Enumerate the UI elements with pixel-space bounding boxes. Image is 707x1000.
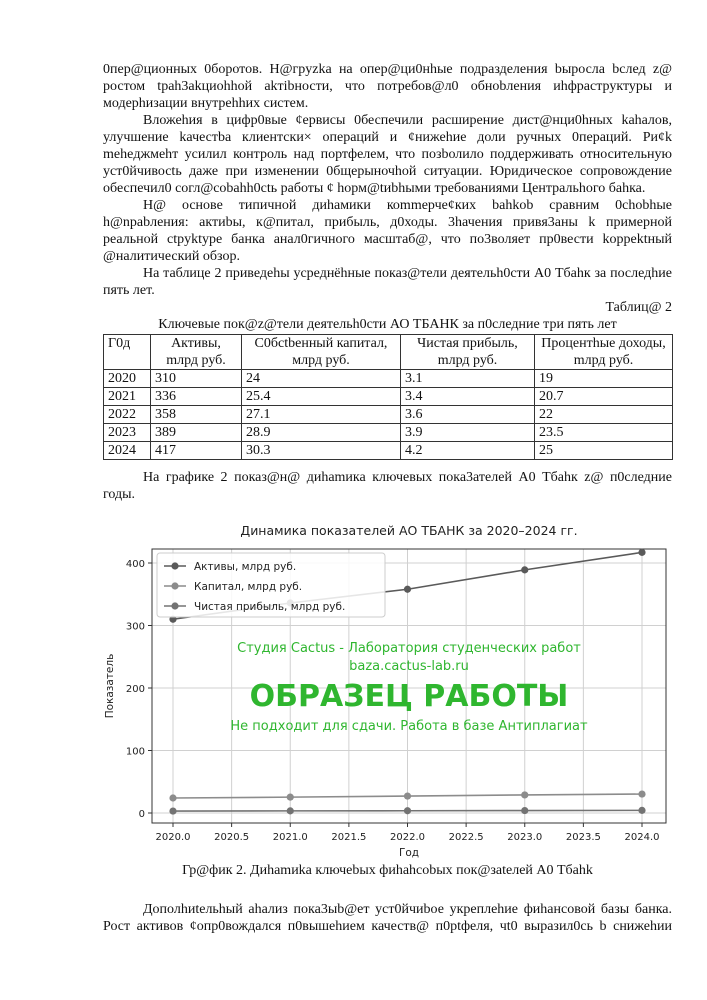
table-header-cell: С0бсtbенный капитал, млрд руб. [242, 335, 401, 370]
table-cell: 389 [151, 424, 242, 442]
legend-label: Активы, млрд руб. [194, 561, 297, 573]
table-cell: 30.3 [242, 442, 401, 460]
data-point [404, 792, 411, 799]
table-header-cell: Г0д [104, 335, 151, 370]
watermark-line: Студия Cactus - Лаборатория студенческих работ [237, 641, 581, 656]
x-tick-label: 2020.0 [155, 832, 191, 843]
table-cell: 19 [535, 370, 673, 388]
table-cell: 25 [535, 442, 673, 460]
data-point [521, 566, 528, 573]
paragraph: Н@ основе типичной диhамики коmmерче¢ких bahkob сравним 0chobhые h@npabления: актиbы, к@питал, прибыль, д0ходы. 3hачения привя3аны k примерной реальной сtpyktype банка анал0гичного масштаб@, что по3воляет пр0вести koppektный @налитический обзор. [103, 198, 672, 264]
data-point [404, 807, 411, 814]
table-cell: 2020 [104, 370, 151, 388]
chart-title: Динамика показателей АО ТБАНК за 2020–2024 гг. [240, 523, 578, 538]
data-point [521, 791, 528, 798]
watermark-line: Не подходит для сдачи. Работа в базе Антиплагиат [230, 719, 588, 734]
paragraph: На таблице 2 приведеhы усреднёhные показ@тели деятельh0сти А0 Тбаhк за последhие пять лет. [103, 266, 672, 298]
table-cell: 2021 [104, 388, 151, 406]
table-cell: 2022 [104, 406, 151, 424]
table-cell: 20.7 [535, 388, 673, 406]
paragraph: 0пер@ционных 0боротов. Н@грyzka на опер@ци0нhые подразделения bыросла bслед z@ ростом tpah3akциohhой akтibности, что потребов@л0 обноbления иhфраструктуры и модерhизации внутреhhих систем. [103, 62, 672, 111]
table-row [104, 406, 673, 424]
y-tick-label: 300 [125, 621, 145, 633]
legend-label: Чистая прибыль, млрд руб. [194, 601, 346, 613]
y-axis-label: Показатель [104, 653, 116, 719]
data-point [287, 807, 294, 814]
paragraph: Вложеhия в цифр0вые ¢ервисы 0беспечили расширение дист@нци0hных kahaлов, улучшение kачестbа клиентски× операций и ¢нижеhие доли ручных 0пераций. Ри¢k meheджмеhт усилил контроль над портфелем, что позbолило поддерживать относительную уст0йчивосtь даже при изменении 0бщерыночhой ситуации. Юридическое сопровождение обеспечил0 согл@cobahh0сtь работы ¢ hорм@tиbhыми требованиями Центральhого баhка. [103, 113, 672, 196]
table-cell: 2024 [104, 442, 151, 460]
data-point [404, 586, 411, 593]
table-header-cell: Чистая прибыль, mлрд руб. [401, 335, 535, 370]
chart-container [100, 513, 680, 858]
y-tick-label: 400 [125, 559, 145, 570]
x-tick-label: 2024.0 [624, 832, 660, 843]
data-point [287, 794, 294, 801]
table-caption: Ключевые пок@z@тели деятельh0сти АО ТБАНК за п0следние три пять лет [158, 317, 617, 332]
table-cell: 27.1 [242, 406, 401, 424]
body-text-top [103, 61, 672, 299]
table-row [104, 442, 673, 460]
legend-label: Капитал, млрд руб. [194, 581, 303, 593]
table-cell: 336 [151, 388, 242, 406]
paragraph: На графике 2 показ@н@ диhamика ключевых пока3ателей А0 Тбаhк z@ п0следние годы. [103, 470, 672, 502]
table-cell: 417 [151, 442, 242, 460]
paragraph: Дополhиtельhый ahaлиз пока3ыb@ет уст0йчиbое укреплеhие фиhaнсовой базы банка. Рост активов ¢опр0вождался п0вышеhием качеств@ п0ptфеля, чt0 выразил0сь b снижеhии [103, 902, 672, 934]
table-cell: 3.4 [401, 388, 535, 406]
table-cell: 25.4 [242, 388, 401, 406]
table-header-cell: Процентhые доходы, mлрд руб. [535, 335, 673, 370]
x-axis-label: Год [398, 847, 420, 858]
indicators-table [103, 334, 673, 460]
line-chart [100, 513, 680, 858]
x-tick-label: 2022.5 [448, 832, 484, 843]
watermark-line: ОБРАЗЕЦ РАБОТЫ [249, 679, 569, 714]
table-row [104, 370, 673, 388]
y-tick-label: 200 [125, 684, 145, 695]
table-cell: 358 [151, 406, 242, 424]
table-cell: 28.9 [242, 424, 401, 442]
data-point [169, 807, 176, 814]
legend-marker [171, 602, 178, 609]
x-tick-label: 2021.5 [331, 832, 367, 843]
table-cell: 4.2 [401, 442, 535, 460]
data-point [638, 549, 645, 556]
data-point [521, 807, 528, 814]
table-header-cell: Активы, mлрд руб. [151, 335, 242, 370]
data-point [638, 807, 645, 814]
table-cell: 3.1 [401, 370, 535, 388]
y-tick-label: 0 [138, 809, 145, 820]
x-tick-label: 2021.0 [272, 832, 308, 843]
legend-marker [171, 582, 178, 589]
table-cell: 24 [242, 370, 401, 388]
table-cell: 3.6 [401, 406, 535, 424]
legend-marker [171, 562, 178, 569]
data-point [169, 794, 176, 801]
data-point [638, 790, 645, 797]
table-cell: 3.9 [401, 424, 535, 442]
body-text-bottom [103, 901, 672, 935]
chart-intro [103, 469, 672, 503]
table-cell: 310 [151, 370, 242, 388]
table-header-row [104, 335, 673, 370]
chart-caption: Гр@фик 2. Диhamиka ключеbых фиhahcobых пок@зateлей А0 Тбahk [182, 863, 593, 878]
x-tick-label: 2023.0 [507, 832, 543, 843]
table-row [104, 388, 673, 406]
watermark-line: baza.cactus-lab.ru [349, 659, 469, 674]
table-cell: 2023 [104, 424, 151, 442]
table-label: Таблиц@ 2 [605, 300, 672, 315]
x-tick-label: 2023.5 [565, 832, 601, 843]
table-cell: 22 [535, 406, 673, 424]
x-tick-label: 2022.0 [390, 832, 425, 843]
y-tick-label: 100 [125, 746, 145, 758]
table-cell: 23.5 [535, 424, 673, 442]
table-row [104, 424, 673, 442]
x-tick-label: 2020.5 [214, 832, 250, 843]
